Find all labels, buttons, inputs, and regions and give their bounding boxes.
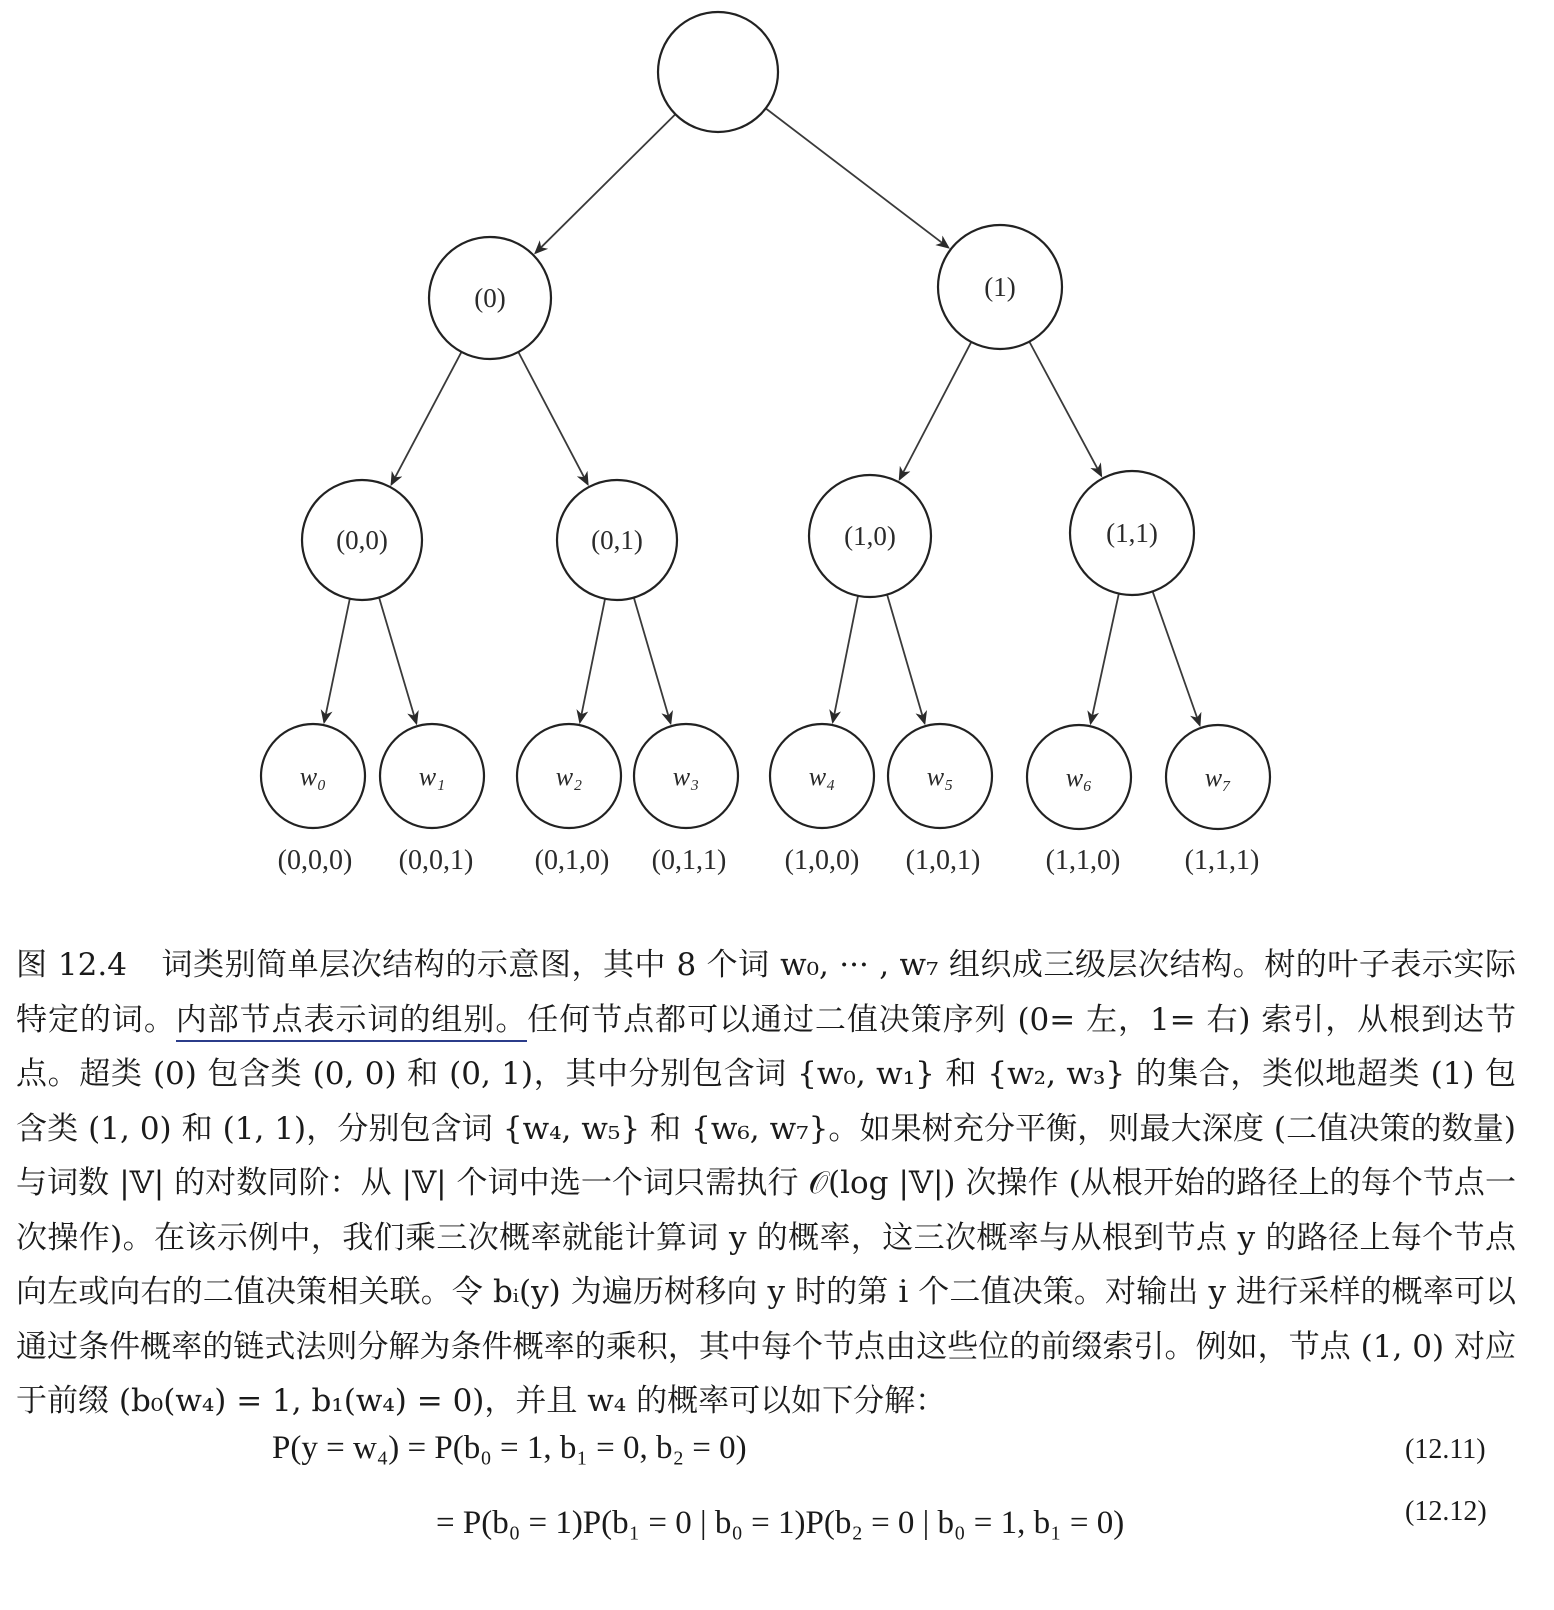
edge-n01-w3 xyxy=(634,598,671,724)
caption-text-part2: 任何节点都可以通过二值决策序列 (0= 左，1= 右) 索引，从根到达节点。超类 (0) 包含类 (0, 0) 和 (0, 1)，其中分别包含词 {w₀, w₁} 和 {w₂, w₃} 的集合，类似地超类 (1) 包含类 (1, 0) 和 (1, 1)，分别包含词 {w₄, w₅} 和 {w₆, w₇}。如果树充分平衡，则最大深度 (二值决策的数量) 与词数 |𝕍| 的对数同阶：从 |𝕍| 个词中选一个词只需执行 𝒪(log |𝕍|) 次操作 (从根开始的路径上的每个节点一次操作)。在该示例中，我们乘三次概率就能计算词 y 的概率，这三次概率与从根到节点 y 的路径上每个节点向左或向右的二值决策相关联。令 bᵢ(y) 为遍历树移向 y 时的第 i 个二值决策。对输出 y 进行采样的概率可以通过条件概率的链式法则分解为条件概率的乘积，其中每个节点由这些位的前缀索引。例如，节点 (1, 0) 对应于前缀 (b₀(w₄) = 1, b₁(w₄) = 0)，并且 w₄ 的概率可以如下分解： xyxy=(16,1001,1517,1419)
root-node xyxy=(658,12,778,132)
node-0-1 xyxy=(557,480,677,600)
edge-n1-n11 xyxy=(1029,342,1101,476)
edge-n00-w0 xyxy=(324,599,350,722)
edge-root-n0 xyxy=(535,114,675,253)
leaf-node-w2-label: w₂ xyxy=(555,762,583,791)
node-0-0 xyxy=(302,480,422,600)
leaf-code-w6: (1,1,0) xyxy=(1045,845,1121,876)
node-0-0-label: (0,0) xyxy=(336,525,388,555)
edge-n10-w4 xyxy=(833,596,858,722)
leaf-code-w5: (1,0,1) xyxy=(905,845,981,876)
edge-n00-w1 xyxy=(379,598,416,724)
node-1-0-label: (1,0) xyxy=(844,521,896,551)
leaf-node-w0-label: w₀ xyxy=(299,762,327,791)
node-0 xyxy=(429,237,551,359)
leaf-code-w4: (1,0,0) xyxy=(784,845,860,876)
leaf-node-w0 xyxy=(261,724,365,828)
node-1-1 xyxy=(1070,471,1194,595)
leaf-node-w2 xyxy=(517,724,621,828)
leaf-node-w3 xyxy=(634,724,738,828)
equation-12-12: = P(b₀ = 1)P(b₁ = 0 | b₀ = 1)P(b₂ = 0 | b₀ = 1, b₁ = 0) xyxy=(436,1505,1125,1541)
edge-n01-w2 xyxy=(580,599,605,722)
caption-text-part1: 词类别简单层次结构的示意图，其中 8 个词 w₀, ··· , w₇ 组织成三级层次结构。树的叶子表示实际特定的词。 xyxy=(16,947,1516,1038)
leaf-code-w0: (0,0,0) xyxy=(277,845,353,876)
equation-number-12-11: (12.11) xyxy=(1405,1434,1486,1465)
leaf-node-w3-label: w₃ xyxy=(672,762,700,791)
edge-n11-w6 xyxy=(1091,594,1119,724)
node-0-label: (0) xyxy=(474,283,506,313)
node-0-1-label: (0,1) xyxy=(591,525,643,555)
leaf-code-w3: (0,1,1) xyxy=(651,845,727,876)
leaf-node-w5-label: w₅ xyxy=(926,762,954,791)
edge-n0-n01 xyxy=(518,352,587,484)
leaf-node-w1-label: w₁ xyxy=(418,762,446,791)
edge-n0-n00 xyxy=(391,352,461,484)
figure-label: 图 12.4 xyxy=(16,947,127,983)
node-1 xyxy=(938,225,1062,349)
figure-caption xyxy=(16,938,1516,1429)
leaf-code-w1: (0,0,1) xyxy=(398,845,474,876)
edge-n11-w7 xyxy=(1153,591,1200,725)
equation-number-12-12: (12.12) xyxy=(1405,1496,1487,1527)
leaf-node-w4 xyxy=(770,724,874,828)
leaf-node-w1 xyxy=(380,724,484,828)
edge-root-n1 xyxy=(766,108,949,247)
leaf-code-w7: (1,1,1) xyxy=(1184,845,1260,876)
leaf-node-w4-label: w₄ xyxy=(808,762,836,791)
root-node-circle xyxy=(658,12,778,132)
node-1-1-label: (1,1) xyxy=(1106,518,1158,548)
leaf-node-w6-label: w₆ xyxy=(1065,763,1093,792)
leaf-node-w7-label: w₇ xyxy=(1204,763,1232,792)
leaf-node-w6 xyxy=(1027,725,1131,829)
edge-n10-w5 xyxy=(887,595,925,724)
leaf-node-w5 xyxy=(888,724,992,828)
leaf-code-w2: (0,1,0) xyxy=(534,845,610,876)
caption-underlined-text: 内部节点表示词的组别。 xyxy=(176,1002,528,1042)
leaf-node-w7 xyxy=(1166,725,1270,829)
node-1-0 xyxy=(809,475,931,597)
edge-n1-n10 xyxy=(900,342,972,479)
equation-12-11: P(y = w₄) = P(b₀ = 1, b₁ = 0, b₂ = 0) xyxy=(272,1430,747,1466)
node-1-label: (1) xyxy=(984,272,1016,302)
